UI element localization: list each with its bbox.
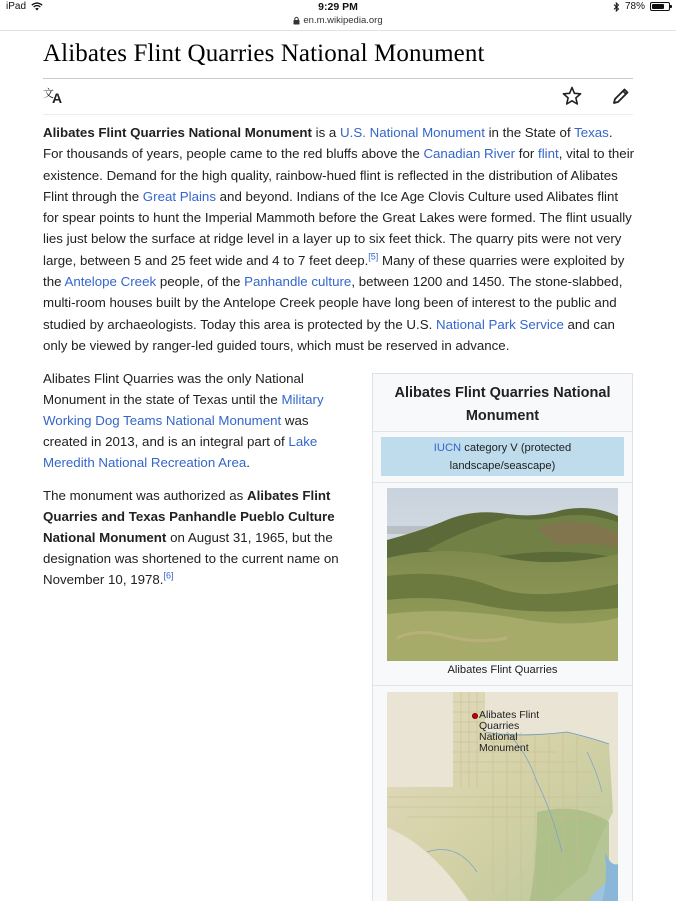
status-time: 9:29 PM bbox=[318, 1, 358, 13]
language-icon bbox=[43, 86, 65, 106]
link-us-national-monument[interactable]: U.S. National Monument bbox=[340, 125, 485, 140]
paragraph-text: . bbox=[246, 455, 250, 470]
article-bold-title: Alibates Flint Quarries National Monument bbox=[43, 125, 312, 140]
infobox-divider bbox=[373, 482, 632, 483]
watch-star-button[interactable] bbox=[562, 86, 582, 111]
svg-text:A: A bbox=[52, 90, 63, 106]
page-title: Alibates Flint Quarries National Monument bbox=[43, 40, 485, 67]
status-bar bbox=[0, 0, 676, 14]
link-panhandle-culture[interactable]: Panhandle culture bbox=[244, 274, 352, 290]
device-label: iPad bbox=[6, 1, 27, 12]
svg-text:文: 文 bbox=[43, 87, 54, 100]
lock-icon bbox=[293, 16, 300, 25]
map-label-line: Quarries bbox=[479, 720, 520, 732]
link-military-working-dog-teams[interactable]: Military Working Dog Teams National Monument bbox=[43, 392, 324, 428]
lead-text: and beyond. Indians of the Ice Age Clovis Culture used Alibates flint for spear points to hunt the Imperial Mammoth before the Great Lakes were formed. The flint usually lies just below the surface at ridge level in a layer up to six feet thick. The quarry pits were not very large, between 5 and 25 feet wide and 4 to 7 feet deep. bbox=[43, 188, 632, 268]
infobox-divider bbox=[373, 431, 632, 432]
location-map[interactable] bbox=[387, 692, 618, 901]
toolbar-divider bbox=[43, 114, 633, 115]
paragraph-text: Alibates Flint Quarries was the only National Monument in the state of Texas until the bbox=[43, 371, 304, 407]
link-flint[interactable]: flint bbox=[538, 146, 559, 162]
link-iucn[interactable]: IUCN bbox=[433, 442, 462, 454]
link-great-plains[interactable]: Great Plains bbox=[142, 188, 216, 204]
lead-text: in the State of bbox=[484, 125, 575, 140]
page-actions-toolbar bbox=[43, 84, 633, 112]
lead-text: is a bbox=[311, 125, 341, 140]
link-canadian-river[interactable]: Canadian River bbox=[423, 146, 516, 162]
address-bar[interactable] bbox=[0, 15, 676, 26]
photo-caption: Alibates Flint Quarries bbox=[447, 664, 558, 676]
iucn-category bbox=[381, 437, 624, 476]
bold-original-name: Alibates Flint Quarries and Texas Panhandle Pueblo Culture National Monument bbox=[43, 488, 335, 545]
lead-text: , vital to their existence. Demand for the high quality, rainbow-hued flint is reflected in the distribution of Alibates Flint through the bbox=[43, 146, 635, 204]
link-texas[interactable]: Texas bbox=[574, 125, 609, 140]
map-label-line: Alibates Flint bbox=[479, 709, 540, 721]
map-location-label bbox=[479, 710, 539, 754]
paragraph-text: on August 31, 1965, but the designation was shortened to the current name on November 10, 1978. bbox=[43, 530, 339, 587]
paragraph-text: was created in 2013, and is an integral part of bbox=[43, 413, 309, 449]
quarries-photo[interactable] bbox=[387, 488, 618, 661]
paragraph-only-monument bbox=[43, 368, 339, 473]
top-divider bbox=[0, 30, 676, 31]
lead-text: , between 1200 and 1450. The stone-slabbed, multi-room houses built by the Antelope Creek people have long been of interest to the public and studied by archaeologists. Today this area is protected by the U.S. bbox=[43, 274, 623, 332]
quarries-landscape-image bbox=[387, 488, 618, 661]
infobox bbox=[372, 373, 633, 901]
lead-paragraph bbox=[43, 122, 635, 356]
location-marker bbox=[472, 713, 478, 719]
reference-5[interactable]: [5] bbox=[368, 251, 379, 262]
infobox-title: Alibates Flint Quarries National Monument bbox=[394, 385, 611, 424]
lead-text: and can only be viewed by ranger-led guided tours, which must be reserved in advance. bbox=[43, 316, 615, 353]
edit-pencil-icon bbox=[611, 86, 631, 106]
title-divider bbox=[43, 78, 633, 79]
infobox-divider bbox=[373, 685, 632, 686]
lead-text: for bbox=[515, 146, 538, 162]
lead-text: . For thousands of years, people came to the red bluffs above the bbox=[43, 125, 613, 162]
battery-percent: 78% bbox=[624, 1, 645, 12]
status-bar-right bbox=[613, 1, 670, 12]
battery-fill bbox=[652, 4, 664, 9]
lead-text: Many of these quarries were exploited by the bbox=[43, 252, 625, 290]
iucn-category-text: category V (protected landscape/seascape) bbox=[449, 442, 572, 472]
body-left-column bbox=[43, 368, 339, 602]
battery-icon bbox=[650, 2, 670, 11]
star-icon bbox=[562, 86, 582, 106]
bluetooth-icon bbox=[613, 2, 620, 12]
lead-text: people, of the bbox=[156, 274, 245, 290]
link-national-park-service[interactable]: National Park Service bbox=[435, 316, 564, 332]
map-label-line: Monument bbox=[479, 742, 529, 754]
edit-button[interactable] bbox=[611, 86, 631, 111]
link-lake-meredith[interactable]: Lake Meredith National Recreation Area bbox=[43, 434, 318, 470]
language-button[interactable] bbox=[43, 86, 65, 111]
map-label-line: National bbox=[479, 731, 518, 743]
paragraph-authorization bbox=[43, 485, 339, 590]
reference-6[interactable]: [6] bbox=[163, 570, 174, 581]
link-antelope-creek[interactable]: Antelope Creek bbox=[64, 274, 157, 290]
paragraph-text: The monument was authorized as bbox=[43, 488, 247, 503]
url-text: en.m.wikipedia.org bbox=[303, 15, 383, 26]
